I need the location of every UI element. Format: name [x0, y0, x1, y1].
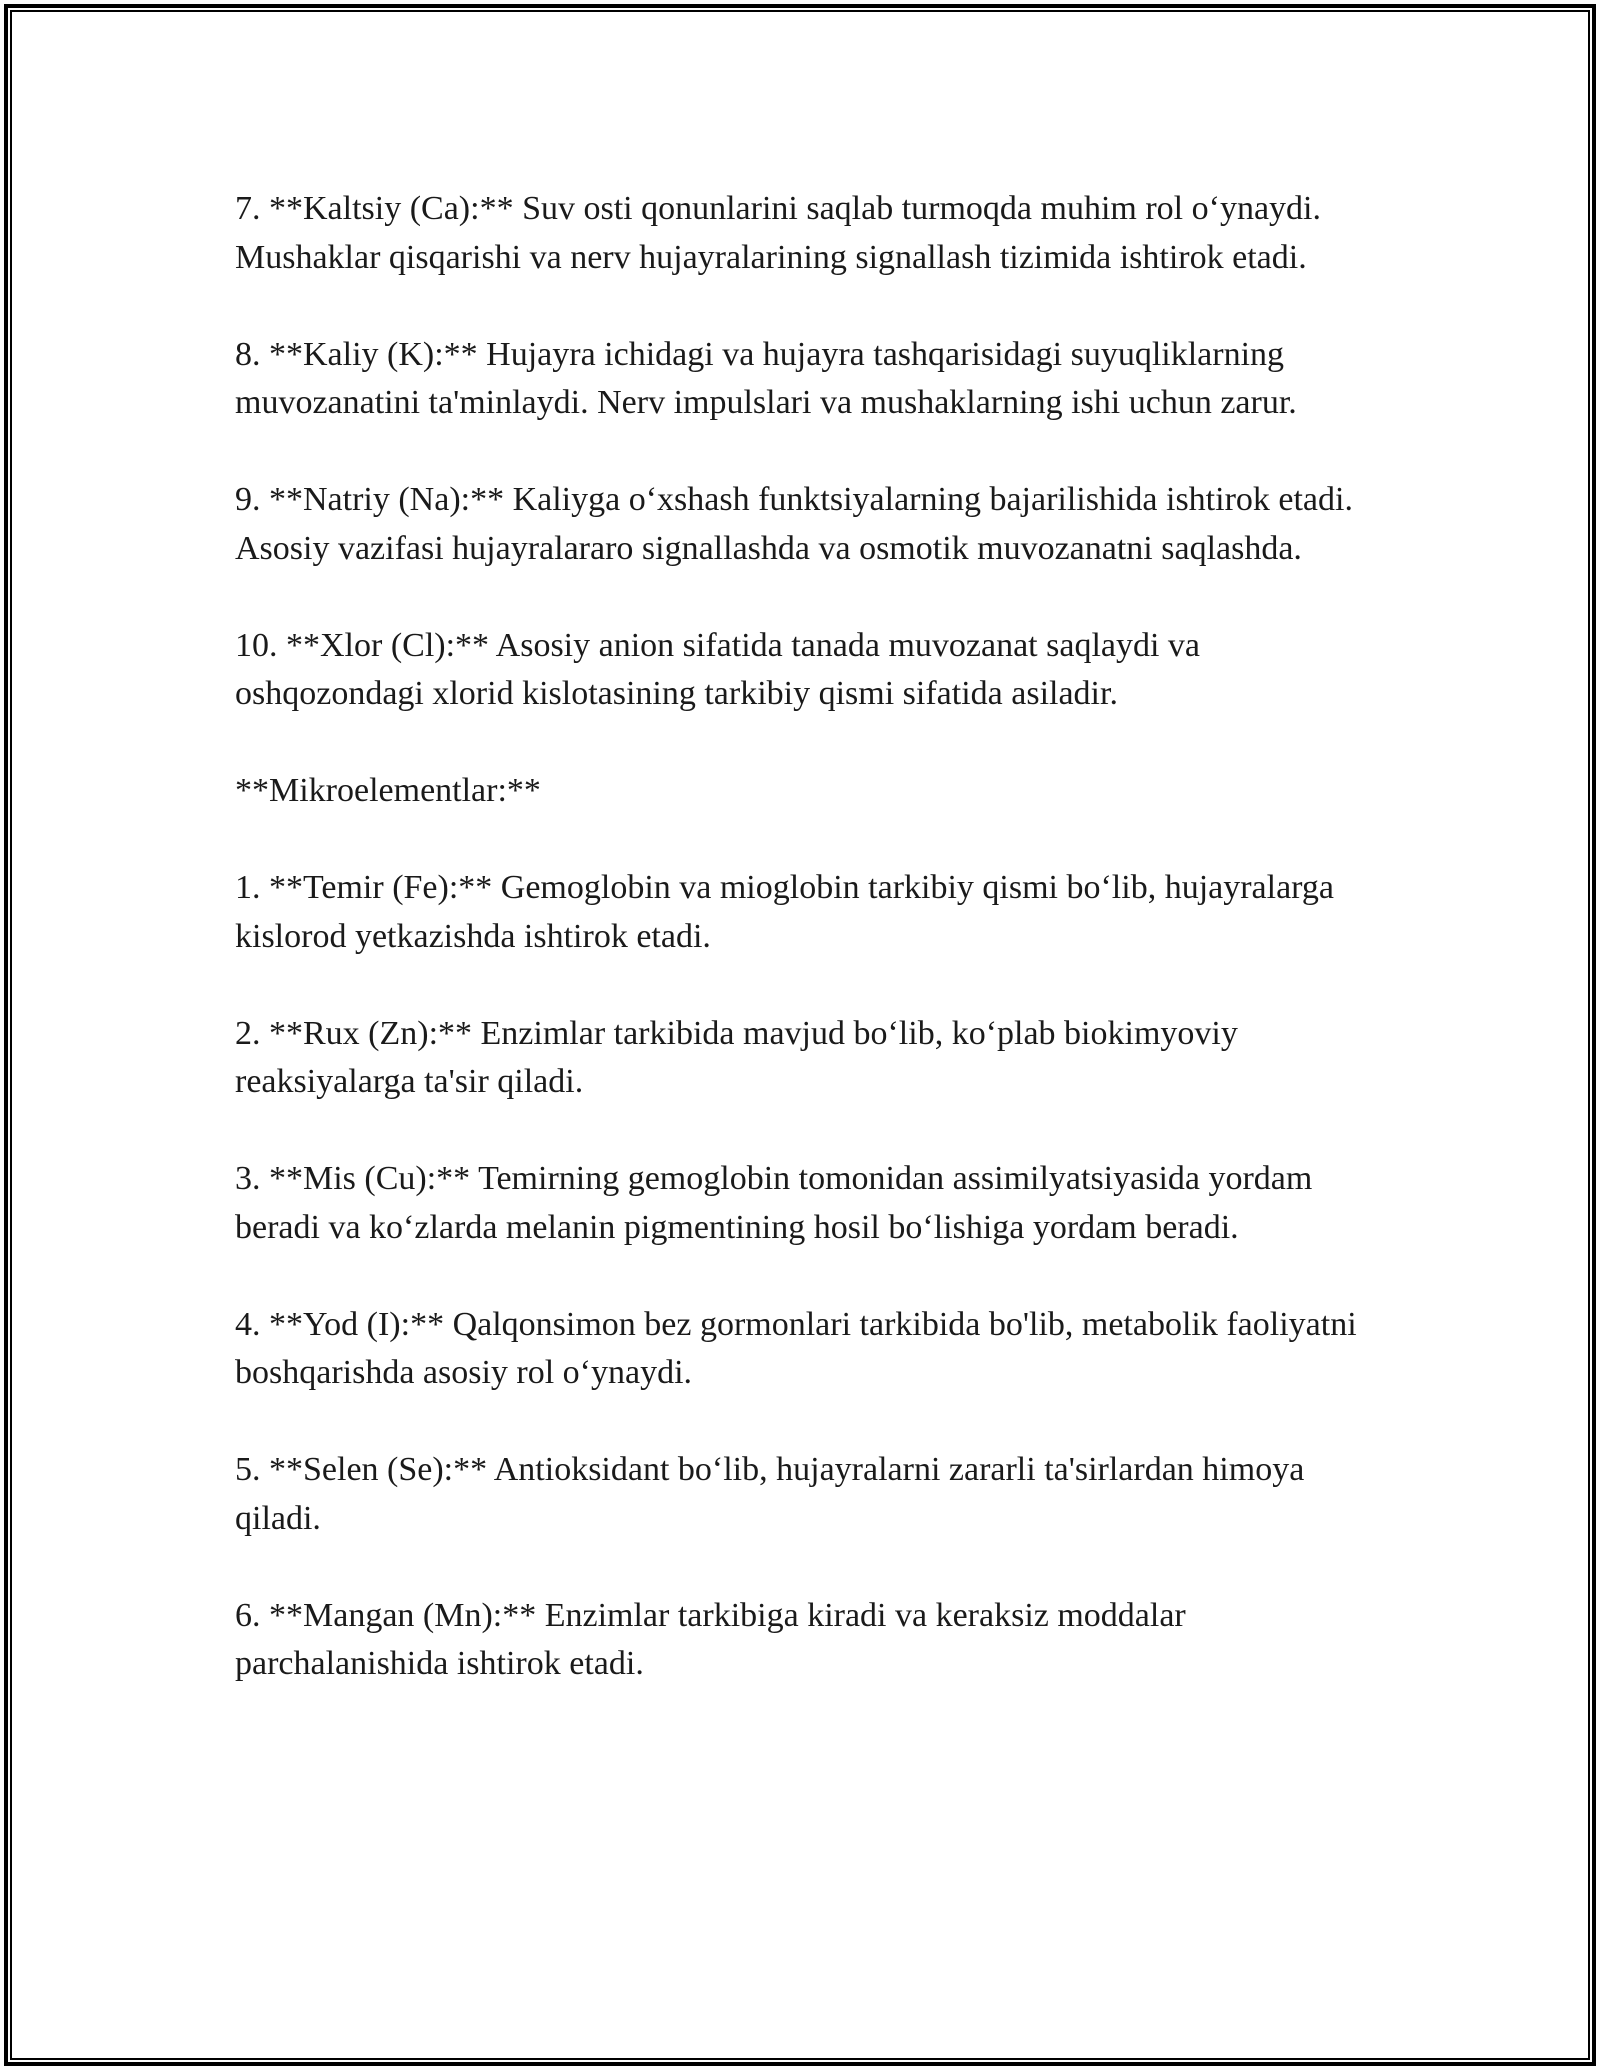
paragraph-temir: 1. **Temir (Fe):** Gemoglobin va mioglobin tarkibiy qismi bo‘lib, hujayralarga kislorod yetkazishda ishtirok etadi. — [235, 869, 1334, 955]
paragraph-mis: 3. **Mis (Cu):** Temirning gemoglobin tomonidan assimilyatsiyasida yordam beradi va ko‘zlarda melanin pigmentining hosil bo‘lishiga yordam beradi. — [235, 1160, 1313, 1246]
paragraph-xlor: 10. **Xlor (Cl):** Asosiy anion sifatida tanada muvozanat saqlaydi va oshqozondagi xlorid kislotasining tarkibiy qismi sifatida asiladir. — [235, 626, 1201, 712]
paragraph-natriy: 9. **Natriy (Na):** Kaliyga o‘xshash funktsiyalarning bajarilishida ishtirok etadi. Asosiy vazifasi hujayralararo signallashda va osmotik muvozanatni saqlashda. — [235, 481, 1353, 567]
paragraph-kaltsiy: 7. **Kaltsiy (Ca):** Suv osti qonunlarini saqlab turmoqda muhim rol o‘ynaydi. Mushaklar qisqarishi va nerv hujayralarining signallash tizimida ishtirok etadi. — [235, 190, 1321, 276]
paragraph-rux: 2. **Rux (Zn):** Enzimlar tarkibida mavjud bo‘lib, ko‘plab biokimyoviy reaksiyalarga ta'sir qiladi. — [235, 1014, 1238, 1100]
paragraph-mangan: 6. **Mangan (Mn):** Enzimlar tarkibiga kiradi va keraksiz moddalar parchalanishida ishtirok etadi. — [235, 1596, 1186, 1682]
paragraph-kaliy: 8. **Kaliy (K):** Hujayra ichidagi va hujayra tashqarisidagi suyuqliklarning muvozanatini ta'minlaydi. Nerv impulslari va mushaklarning ishi uchun zarur. — [235, 335, 1297, 421]
section-heading-mikroelementlar: **Mikroelementlar:** — [235, 772, 541, 809]
paragraph-selen: 5. **Selen (Se):** Antioksidant bo‘lib, hujayralarni zararli ta'sirlardan himoya qiladi. — [235, 1451, 1305, 1537]
paragraph-yod: 4. **Yod (I):** Qalqonsimon bez gormonlari tarkibida bo'lib, metabolik faoliyatni boshqarishda asosiy rol o‘ynaydi. — [235, 1305, 1357, 1391]
document-body — [235, 185, 1385, 1737]
